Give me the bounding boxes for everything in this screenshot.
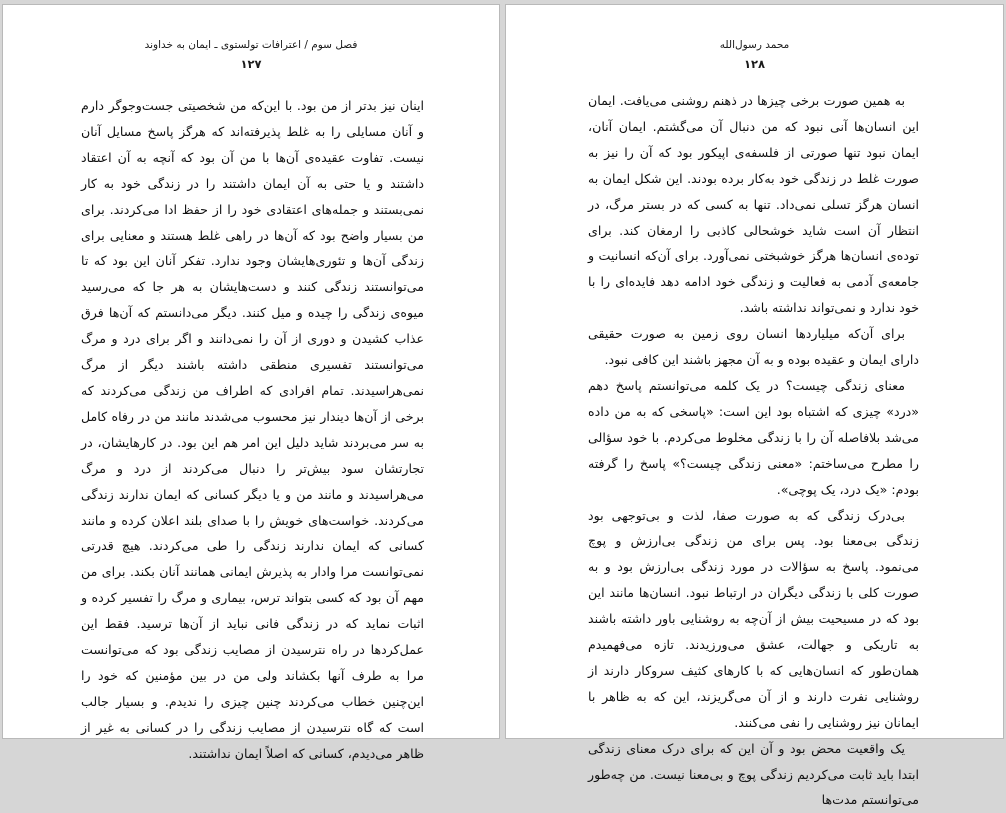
paragraph: اینان نیز بدتر از من بود. با این‌که من شخصیتی جست‌وجوگر دارم و آنان مسایلی را به غلط پذیرفته‌اند که هرگز پاسخ مسایل آنان نیست. تفاوت عقیده‌ی آن‌ها با من آن بود که آنچه به آن اعتقاد داشتند و یا حتی به آن ایمان داشتند را در زندگی خود به کار نمی‌بستند و جمله‌های اعتقادی خود را از حفظ ادا می‌کردند. برای من بسیار واضح بود که آن‌ها در راهی غلط هستند و معنایی برای زندگی آن‌ها و تئوری‌هایشان وجود ندارد. تفکر آنان این بود که تا می‌توانستند زندگی کنند و دست‌هایشان به هر جا که می‌رسید میوه‌ی زندگی را چیده و میل کنند. دیگر می‌دانستم که آن‌ها فرق عذاب کشیدن و دوری از آن را نمی‌دانند و اگر برای درد و مرگ می‌توانستند تفسیری منطقی داشته باشند دیگر از مرگ نمی‌هراسیدند. تمام افرادی که اطراف من زندگی می‌کردند که برخی از آن‌ها دیندار نیز محسوب می‌شدند مانند من در رفاه کامل به سر می‌بردند شاید دلیل این امر هم این بود. در کارهایشان، در تجارتشان سود بیش‌تر را دنبال می‌کردند از درد و مرگ می‌هراسیدند و مانند من و یا دیگر کسانی که ایمان ندارند زندگی می‌کردند. خواست‌های خویش را با صدای بلند اعلان کرده و مانند کسانی که ایمان ندارند زندگی را طی می‌کردند. هیچ قدرتی نمی‌توانست مرا وادار به پذیرش ایمانی همانند آنان بکند. برای من مهم آن بود که کسی بتواند ترس، بیماری و مرگ را تفسیر کرده و اثبات نماید که در زندگی فانی نباید از آن‌ها ترسید. فقط این عمل‌کردها در راه نترسیدن از مصایب زندگی بود که می‌توانست مرا به طرف آنها بکشاند ولی من در بین مؤمنین که خود را این‌چنین خطاب می‌کردند چنین چیزی را ندیدم. و بسیار جالب است که گاه نترسیدن از مصایب زندگی را در کسانی به غیر از ظاهر می‌دیدم، کسانی که اصلاً ایمان نداشتند. [81,98,424,761]
left-page [2,4,500,761]
paragraph: یک واقعیت محض بود و آن این که برای درک معنای زندگی ابتدا باید ثابت می‌کردیم زندگی پوچ و بی‌معنا نیست. من چه‌طور می‌توانستم مدت‌ها [588,740,919,808]
paragraph: معنای زندگی چیست؟ در یک کلمه می‌توانستم پاسخ دهم «درد» چیزی که اشتباه بود این است: «پاسخی که به من داده می‌شد بلافاصله آن را با زندگی مخلوط می‌کردم. با خود سؤالی را مطرح می‌ساختم: «معنی زندگی چیست؟» پاسخ را گرفته بودم: «یک درد، یک پوچی». [588,377,919,497]
page-body [81,93,424,767]
paragraph: برای آن‌که میلیاردها انسان روی زمین به صورت حقیقی دارای ایمان و عقیده بوده و به آن مجهز باشند این کافی نبود. [588,326,919,368]
paragraph: بی‌درک زندگی که به صورت صفا، لذت و بی‌توجهی بود زندگی بی‌معنا بود. پس برای من زندگی بی‌ارزش و پوچ می‌نمود. پاسخ به سؤالات در مورد زندگی بی‌ارزش بود و به صورت کلی با زندگی دیگران در ارتباط نبود. انسان‌ها مانند این بود که در مسیحیت بیش از آن‌چه به روشنایی باور داشته باشند به تاریکی و جهالت، عشق می‌ورزیدند. تازه می‌فهمیدم همان‌طور که انسان‌هایی که با کارهای کثیف سروکار دارند از روشنایی نفرت دارند و از آن می‌گریزند، این که به ظاهر با ایمانان نیز روشنایی را نفی می‌کنند. [588,507,919,730]
page-number: ۱۲۸ [743,57,766,71]
page-number: ۱۲۷ [240,57,262,71]
paragraph: به همین صورت برخی چیزها در ذهنم روشنی می‌یافت. ایمان این انسان‌ها آنی نبود که من دنبال آن می‌گشتم. ایمان آنان، ایمان نبود تنها صورتی از فلسفه‌ی اپیکور بود که آن را نیز به صورت غلط در زندگی خود به‌کار برده بودند. این شکل ایمان به انسان هرگز تسلی نمی‌داد. تنها به کسی که در بستر مرگ، در انتظار آن است شاید خوشحالی کاذبی را ارمغان کند. برای توده‌ی انسان‌ها هرگز خوشبختی نمی‌آورد. برای آن‌که انسانیت و جامعه‌ی آدمی به فعالیت و زندگی خود ادامه دهد فایده‌ای را با خود ندارد و نمی‌تواند نداشته باشد. [588,93,919,316]
right-page [505,4,1004,808]
running-header: محمد رسول‌الله [719,39,790,51]
running-header: فصل سوم / اعترافات تولستوی ـ ایمان به خداوند [144,39,358,51]
page-body [588,88,919,813]
